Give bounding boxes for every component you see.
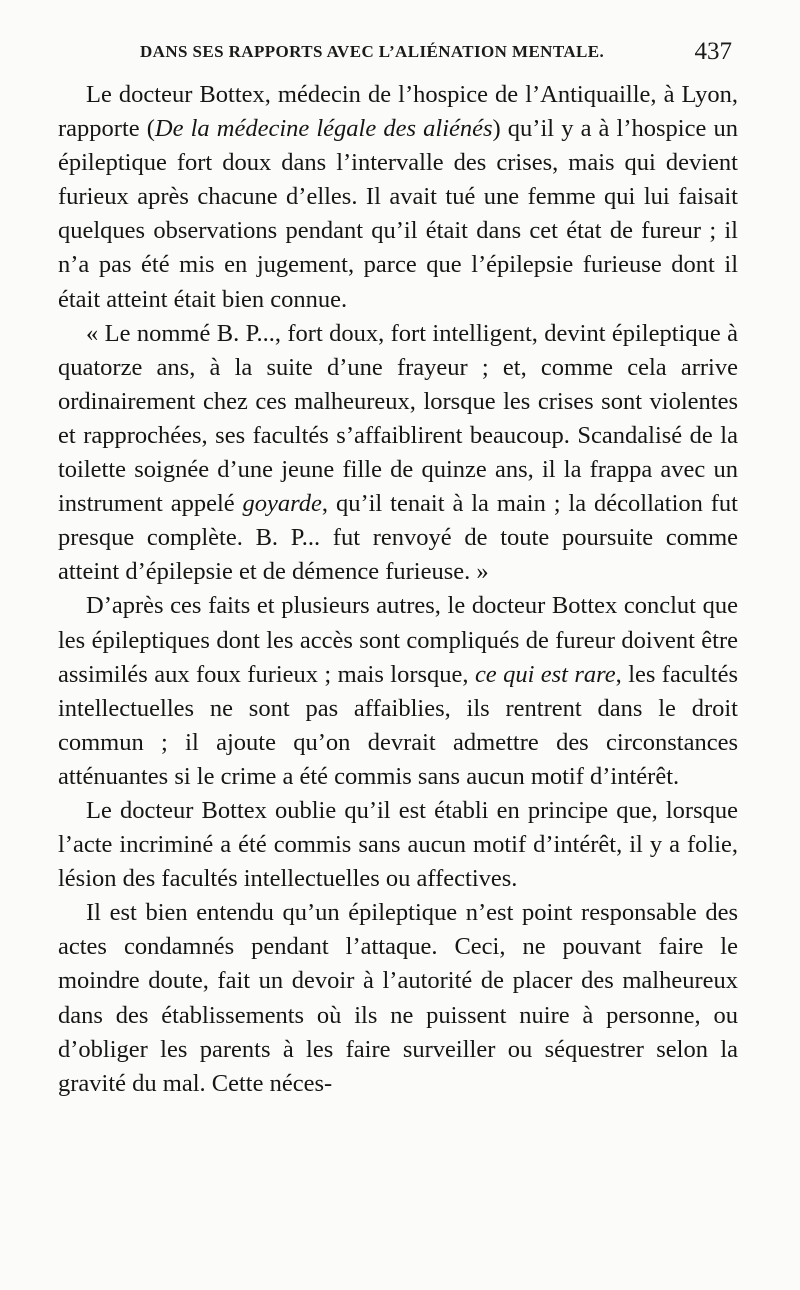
paragraph: Il est bien entendu qu’un épileptique n’est point responsable des actes condamnés pendant l’attaque. Ceci, ne pouvant faire le moindre doute, fait un devoir à l’autorité de placer des malheureux dans des établissements où ils ne puissent nuire à personne, ou d’obliger les parents à les faire surveiller ou séquestrer selon la gravité du mal. Cette néces-: [58, 899, 738, 1097]
paragraph: « Le nommé B. P..., fort doux, fort intelligent, devint épileptique à quatorze ans, à la suite d’une frayeur ; et, comme cela arrive ordinairement chez ces malheureux, lorsque les crises sont violentes et rapprochées, ses facultés s’affaiblirent beaucoup. Scandalisé de la toilette soignée d’une jeune fille de quinze ans, il la frappa avec un instrument appelé goyarde, qu’il tenait à la main ; la décollation fut presque complète. B. P... fut renvoyé de toute poursuite comme atteint d’épilepsie et de démence furieuse. »: [58, 319, 738, 586]
body-text: [58, 78, 738, 1101]
paragraph: Le docteur Bottex oublie qu’il est établi en principe que, lorsque l’acte incriminé a été commis sans aucun motif d’intérêt, il y a folie, lésion des facultés intellectuelles ou affectives.: [58, 796, 738, 893]
paragraph: D’après ces faits et plusieurs autres, le docteur Bottex conclut que les épileptiques dont les accès sont compliqués de fureur doivent être assimilés aux foux furieux ; mais lorsque, ce qui est rare, les facultés intellectuelles ne sont pas affaiblies, ils rentrent dans le droit commun ; il ajoute qu’on devrait admettre des circonstances atténuantes si le crime a été commis sans aucun motif d’intérêt.: [58, 592, 738, 790]
page-header: [140, 38, 740, 68]
paragraph: Le docteur Bottex, médecin de l’hospice de l’Antiquaille, à Lyon, rapporte (De la médecine légale des aliénés) qu’il y a à l’hospice un épileptique fort doux dans l’intervalle des crises, mais qui devient furieux après chacune d’elles. Il avait tué une femme qui lui faisait quelques observations pendant qu’il était dans cet état de fureur ; il n’a pas été mis en jugement, parce que l’épilepsie furieuse dont il était atteint était bien connue.: [58, 81, 738, 313]
page-number: 437: [694, 38, 732, 65]
running-title: DANS SES RAPPORTS AVEC L’ALIÉNATION MENTALE.: [140, 42, 605, 61]
